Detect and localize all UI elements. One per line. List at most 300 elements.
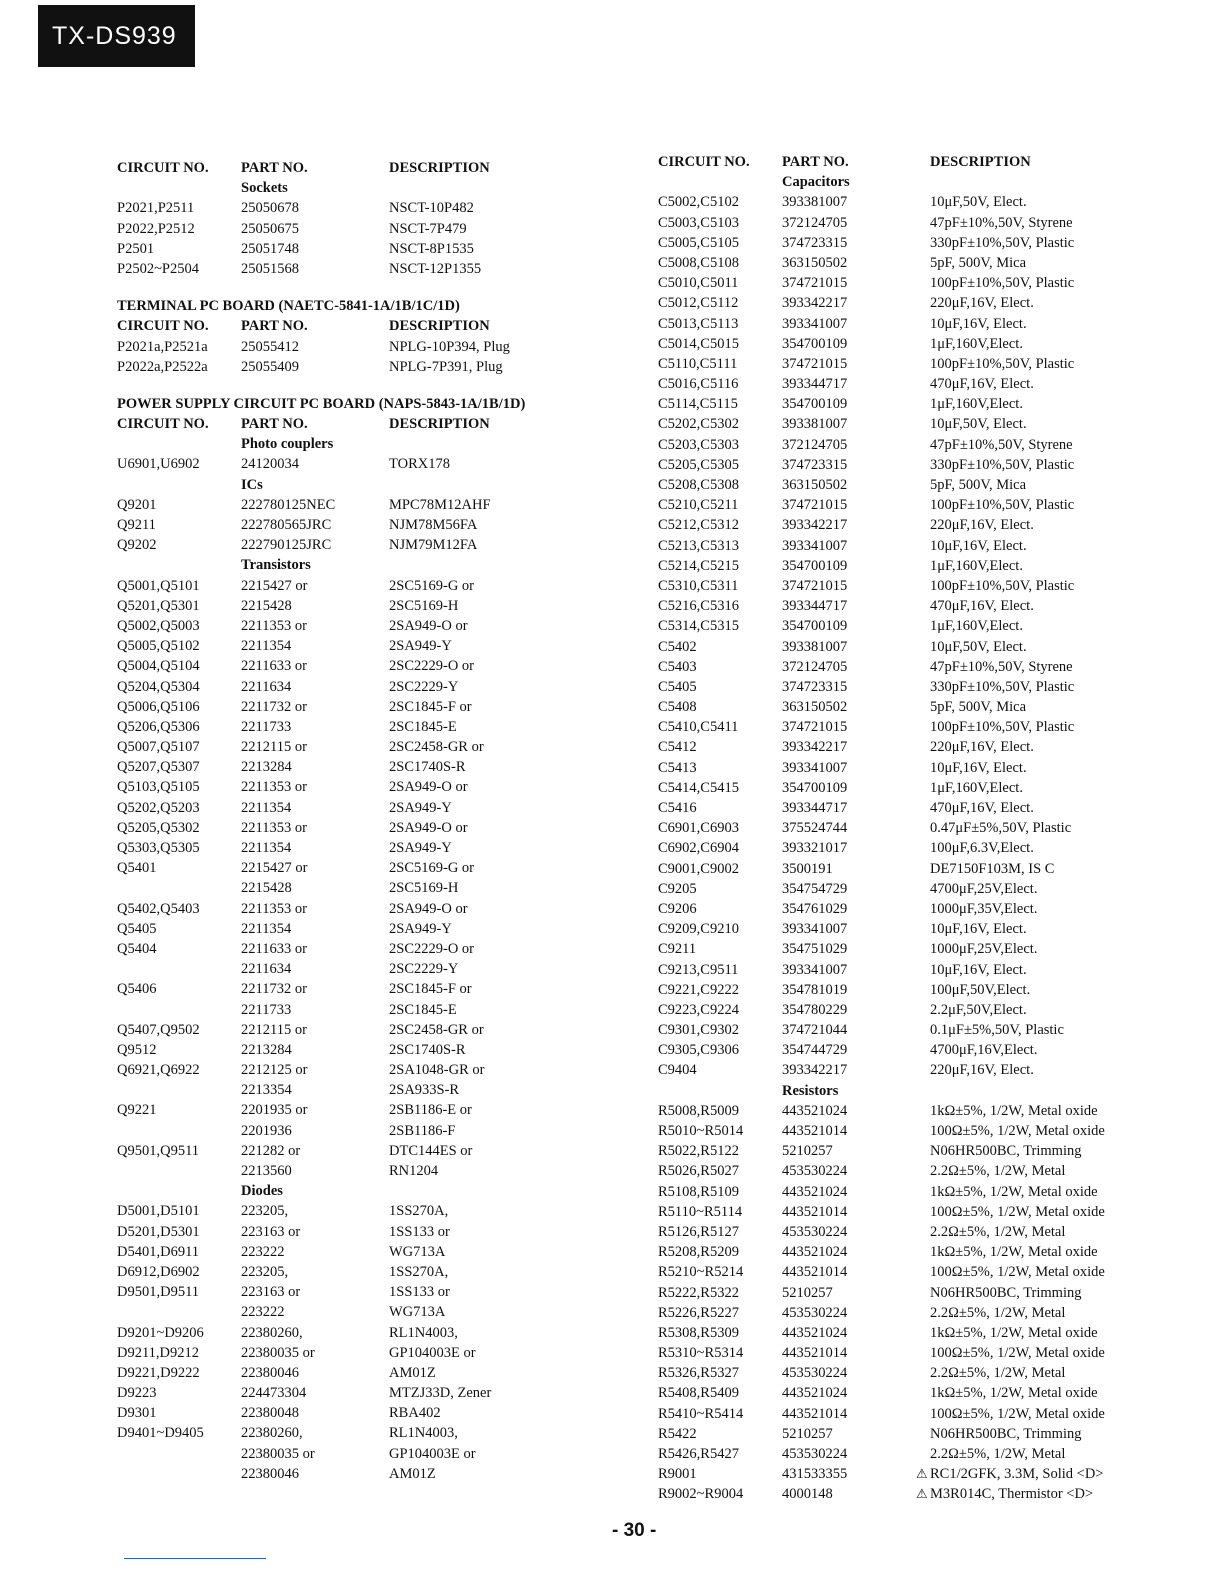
part-number: 453530224 — [782, 1223, 848, 1240]
part-description: 10μF,50V, Elect. — [930, 194, 1027, 211]
part-number: 223163 or — [241, 1284, 301, 1301]
circuit-number: Q5406 — [117, 981, 157, 998]
part-row — [658, 1040, 1198, 1060]
part-description: 100μF,50V,Elect. — [930, 981, 1031, 998]
part-number: 453530224 — [782, 1304, 848, 1321]
circuit-number: D9301 — [117, 1405, 157, 1422]
part-row — [117, 777, 617, 797]
part-row — [658, 536, 1198, 556]
part-number: 2212125 or — [241, 1062, 308, 1079]
part-row — [117, 1141, 617, 1161]
part-description: DTC144ES or — [389, 1142, 473, 1159]
header-circuit: CIRCUIT NO. — [658, 154, 750, 170]
part-number: 2211634 — [241, 961, 292, 978]
part-row — [658, 1444, 1198, 1464]
part-number: 443521014 — [782, 1405, 848, 1422]
part-row — [117, 1161, 617, 1181]
part-row — [117, 219, 617, 239]
part-description: 10μF,16V, Elect. — [930, 961, 1027, 978]
part-description: 1μF,160V,Elect. — [930, 557, 1023, 574]
category-label: Resistors — [782, 1082, 839, 1099]
circuit-number: C5205,C5305 — [658, 456, 739, 473]
circuit-number: C5203,C5303 — [658, 436, 739, 453]
header-part: PART NO. — [241, 160, 308, 176]
part-description: 330pF±10%,50V, Plastic — [930, 456, 1075, 473]
circuit-number: R5408,R5409 — [658, 1385, 739, 1402]
part-row — [117, 1444, 617, 1464]
part-row — [658, 1363, 1198, 1383]
part-description: 220μF,16V, Elect. — [930, 295, 1034, 312]
part-row — [117, 878, 617, 898]
part-number: 2211733 — [241, 1001, 292, 1018]
part-number: 374721015 — [782, 355, 848, 372]
part-description: 2SC1740S-R — [389, 1041, 466, 1058]
part-description: 2SC1845-F or — [389, 981, 472, 998]
part-description: 47pF±10%,50V, Styrene — [930, 214, 1073, 231]
part-description: 100Ω±5%, 1/2W, Metal oxide — [930, 1405, 1105, 1422]
part-number: 2212115 or — [241, 1021, 307, 1038]
circuit-number: R5210~R5214 — [658, 1264, 744, 1281]
part-description: 100pF±10%,50V, Plastic — [930, 497, 1075, 514]
part-number: 443521024 — [782, 1183, 848, 1200]
circuit-number: Q5303,Q5305 — [117, 840, 200, 856]
circuit-number: Q5005,Q5102 — [117, 638, 200, 655]
part-number: 25051748 — [241, 240, 299, 257]
part-row — [658, 1222, 1198, 1242]
circuit-number: D5001,D5101 — [117, 1203, 200, 1220]
part-number: 393341007 — [782, 537, 848, 554]
part-number: 393381007 — [782, 416, 848, 433]
part-row — [658, 1484, 1198, 1504]
warning-icon: ⚠ — [916, 1466, 928, 1482]
part-description: 10μF,16V, Elect. — [930, 315, 1027, 332]
circuit-number: D6912,D6902 — [117, 1263, 200, 1280]
part-row — [117, 1262, 617, 1282]
part-number: 443521024 — [782, 1385, 848, 1402]
part-row — [117, 697, 617, 717]
circuit-number: Q5405 — [117, 920, 157, 937]
part-description: 1kΩ±5%, 1/2W, Metal oxide — [930, 1324, 1098, 1341]
part-description: 1kΩ±5%, 1/2W, Metal oxide — [930, 1183, 1098, 1200]
part-row — [658, 233, 1198, 253]
header-part: PART NO. — [241, 416, 308, 433]
part-description: 2SC2229-Y — [389, 961, 459, 978]
circuit-number: R9002~R9004 — [658, 1486, 744, 1503]
category-row — [117, 475, 617, 495]
part-description: 220μF,16V, Elect. — [930, 517, 1034, 534]
part-number: 2215427 or — [241, 860, 308, 877]
part-description: 100Ω±5%, 1/2W, Metal oxide — [930, 1264, 1105, 1281]
circuit-number: Q5204,Q5304 — [117, 678, 200, 695]
divider — [124, 1558, 266, 1559]
part-number: 354700109 — [782, 335, 848, 352]
part-description: 470μF,16V, Elect. — [930, 376, 1034, 393]
part-row — [658, 1182, 1198, 1202]
circuit-number: Q5006,Q5106 — [117, 698, 200, 715]
part-row — [117, 515, 617, 535]
part-description: 2SA949-O or — [389, 819, 468, 836]
part-row — [117, 899, 617, 919]
circuit-number: P2021a,P2521a — [117, 338, 208, 355]
part-description: 1μF,160V,Elect. — [930, 779, 1023, 796]
part-number: 24120034 — [241, 456, 299, 473]
part-description: 10μF,16V, Elect. — [930, 537, 1027, 554]
part-description: 47pF±10%,50V, Styrene — [930, 436, 1073, 453]
part-row — [117, 677, 617, 697]
circuit-number: Q9221 — [117, 1102, 157, 1119]
circuit-number: C5213,C5313 — [658, 537, 739, 554]
circuit-number: P2021,P2511 — [117, 200, 195, 217]
part-description: 2SC1845-E — [389, 1001, 457, 1018]
part-number: 443521014 — [782, 1123, 848, 1139]
part-number: 374723315 — [782, 234, 848, 251]
part-description: 5pF, 500V, Mica — [930, 254, 1027, 271]
part-description: 2SC2229-O or — [389, 940, 474, 957]
page-number: - 30 - — [612, 1520, 657, 1541]
part-number: 223205, — [241, 1263, 289, 1280]
part-number: 5210257 — [782, 1425, 833, 1442]
part-row — [658, 1303, 1198, 1323]
part-number: 222780125NEC — [241, 496, 336, 513]
part-row — [117, 239, 617, 259]
part-row — [658, 737, 1198, 757]
part-number: 374723315 — [782, 456, 848, 473]
circuit-number: C5416 — [658, 800, 697, 816]
part-number: 393341007 — [782, 961, 848, 978]
section-spacer — [117, 279, 617, 296]
circuit-number: Q5202,Q5203 — [117, 799, 200, 816]
part-row — [658, 314, 1198, 334]
part-description: 2SA949-Y — [389, 638, 452, 655]
part-description: GP104003E or — [389, 1445, 476, 1462]
circuit-number: D5401,D6911 — [117, 1243, 200, 1260]
category-row — [117, 1181, 617, 1201]
header-circuit: CIRCUIT NO. — [117, 416, 209, 433]
column-header — [658, 152, 1198, 172]
circuit-number: D9201~D9206 — [117, 1324, 204, 1341]
part-description: 100pF±10%,50V, Plastic — [930, 577, 1075, 594]
part-row — [117, 1323, 617, 1343]
header-circuit: CIRCUIT NO. — [117, 160, 209, 176]
part-number: 2211353 or — [241, 779, 307, 796]
part-row — [658, 515, 1198, 535]
circuit-number: Q9211 — [117, 517, 156, 533]
part-row — [658, 758, 1198, 778]
part-description: 2SC1740S-R — [389, 759, 466, 776]
part-number: 25055409 — [241, 358, 299, 375]
part-description: 100pF±10%,50V, Plastic — [930, 719, 1075, 736]
circuit-number: C6901,C6903 — [658, 820, 739, 837]
part-description: 2.2Ω±5%, 1/2W, Metal — [930, 1446, 1066, 1462]
header-description: DESCRIPTION — [389, 416, 490, 433]
part-number: 2215428 — [241, 880, 292, 897]
part-row — [658, 1404, 1198, 1424]
part-description: 100Ω±5%, 1/2W, Metal oxide — [930, 1345, 1105, 1362]
part-row — [658, 1262, 1198, 1282]
category-label: Photo couplers — [241, 436, 334, 453]
part-row — [117, 259, 617, 279]
part-description: 2SA949-O or — [389, 779, 468, 796]
part-row — [117, 1222, 617, 1242]
part-description: 1SS133 or — [389, 1223, 450, 1240]
part-row — [658, 334, 1198, 354]
circuit-number: C5012,C5112 — [658, 295, 739, 312]
part-number: 2211353 or — [241, 900, 307, 917]
part-number: 363150502 — [782, 477, 848, 493]
part-row — [117, 1242, 617, 1262]
part-row — [658, 1242, 1198, 1262]
part-number: 443521024 — [782, 1324, 848, 1341]
category-label: Capacitors — [782, 174, 850, 191]
part-description: 100pF±10%,50V, Plastic — [930, 275, 1075, 292]
part-number: 22380260, — [241, 1425, 303, 1442]
part-row — [658, 213, 1198, 233]
part-row — [658, 556, 1198, 576]
part-description: 1kΩ±5%, 1/2W, Metal oxide — [930, 1244, 1098, 1261]
part-row — [658, 778, 1198, 798]
part-row — [658, 1060, 1198, 1080]
part-row — [117, 737, 617, 757]
part-row — [658, 919, 1198, 939]
part-number: 372124705 — [782, 214, 848, 231]
part-description: N06HR500BC, Trimming — [930, 1143, 1082, 1160]
part-row — [117, 1403, 617, 1423]
part-number: 453530224 — [782, 1446, 848, 1462]
part-number: 223205, — [241, 1203, 289, 1220]
category-row — [658, 172, 1198, 192]
part-description: 100pF±10%,50V, Plastic — [930, 355, 1075, 372]
category-label: Transistors — [241, 557, 311, 574]
part-number: 443521024 — [782, 1102, 848, 1119]
circuit-number: C5214,C5215 — [658, 557, 739, 574]
part-description: 2SA949-Y — [389, 840, 452, 856]
part-description: 1kΩ±5%, 1/2W, Metal oxide — [930, 1102, 1098, 1119]
circuit-number: C5412 — [658, 739, 697, 756]
part-number: 354700109 — [782, 396, 848, 413]
part-row — [117, 656, 617, 676]
part-number: 393342217 — [782, 517, 848, 534]
part-description: 330pF±10%,50V, Plastic — [930, 234, 1075, 251]
part-number: 2213354 — [241, 1082, 292, 1099]
circuit-number: D5201,D5301 — [117, 1223, 200, 1240]
part-description: NJM78M56FA — [389, 517, 478, 533]
part-number: 354761029 — [782, 900, 848, 917]
part-description: 330pF±10%,50V, Plastic — [930, 678, 1075, 695]
part-description: 10μF,16V, Elect. — [930, 921, 1027, 938]
circuit-number: R5208,R5209 — [658, 1244, 739, 1261]
circuit-number: C5208,C5308 — [658, 477, 739, 493]
part-row — [117, 858, 617, 878]
part-description: 2SC2458-GR or — [389, 1021, 484, 1038]
part-number: 354780229 — [782, 1001, 848, 1018]
part-row — [117, 838, 617, 858]
part-number: 2211354 — [241, 920, 292, 937]
part-row — [658, 697, 1198, 717]
left-parts-column — [117, 158, 617, 1484]
part-description: 2SA949-O or — [389, 900, 468, 917]
part-description: NSCT-8P1535 — [389, 240, 474, 257]
part-number: 443521014 — [782, 1203, 848, 1220]
header-part: PART NO. — [241, 318, 308, 335]
part-description: 1000μF,35V,Elect. — [930, 900, 1038, 917]
circuit-number: D9221,D9222 — [117, 1364, 200, 1381]
part-row — [117, 454, 617, 474]
circuit-number: Q5002,Q5003 — [117, 617, 200, 634]
part-number: 22380260, — [241, 1324, 303, 1341]
circuit-number: C5314,C5315 — [658, 618, 739, 635]
part-description: 4700μF,16V,Elect. — [930, 1042, 1038, 1059]
category-label: Sockets — [241, 180, 288, 197]
circuit-number: C5010,C5011 — [658, 275, 739, 292]
part-row — [117, 1423, 617, 1443]
circuit-number: Q5004,Q5104 — [117, 658, 200, 675]
column-header — [117, 158, 617, 178]
part-row — [658, 1383, 1198, 1403]
part-row — [117, 1363, 617, 1383]
part-description: 0.47μF±5%,50V, Plastic — [930, 820, 1072, 837]
part-number: 2211354 — [241, 799, 292, 816]
part-number: 2211353 or — [241, 617, 307, 634]
part-description: 2.2Ω±5%, 1/2W, Metal — [930, 1223, 1066, 1240]
part-number: 374721015 — [782, 275, 848, 292]
circuit-number: C5003,C5103 — [658, 214, 739, 231]
part-row — [117, 495, 617, 515]
part-description: 2SA949-O or — [389, 617, 468, 634]
part-number: 393321017 — [782, 840, 848, 857]
circuit-number: C9205 — [658, 880, 697, 897]
part-description: 100Ω±5%, 1/2W, Metal oxide — [930, 1203, 1105, 1220]
part-row — [658, 1424, 1198, 1444]
part-row — [117, 959, 617, 979]
part-description: 2SC1845-E — [389, 718, 457, 735]
part-row — [658, 455, 1198, 475]
category-row — [117, 555, 617, 575]
part-row — [117, 1383, 617, 1403]
part-row — [658, 899, 1198, 919]
part-number: 374721015 — [782, 577, 848, 594]
part-row — [658, 1161, 1198, 1181]
category-label: Diodes — [241, 1183, 283, 1200]
header-description: DESCRIPTION — [930, 154, 1031, 170]
part-description: DE7150F103M, IS C — [930, 860, 1055, 877]
part-description: GP104003E or — [389, 1344, 476, 1361]
part-row — [117, 616, 617, 636]
part-description: AM01Z — [389, 1364, 436, 1381]
part-number: 2201935 or — [241, 1102, 308, 1119]
part-number: 393342217 — [782, 739, 848, 756]
part-row — [658, 596, 1198, 616]
circuit-number: C9305,C9306 — [658, 1042, 739, 1059]
part-description: 1μF,160V,Elect. — [930, 335, 1023, 352]
circuit-number: R5326,R5327 — [658, 1365, 739, 1382]
part-description: 1μF,160V,Elect. — [930, 618, 1023, 635]
circuit-number: R5226,R5227 — [658, 1304, 739, 1321]
part-number: 2211634 — [241, 678, 292, 695]
part-number: 2211732 or — [241, 698, 307, 715]
part-number: 354781019 — [782, 981, 848, 998]
circuit-number: C5114,C5115 — [658, 396, 738, 413]
part-description: 0.1μF±5%,50V, Plastic — [930, 1022, 1064, 1039]
column-header — [117, 414, 617, 434]
part-row — [658, 253, 1198, 273]
part-row — [658, 1343, 1198, 1363]
circuit-number: Q5205,Q5302 — [117, 819, 200, 836]
part-row — [117, 337, 617, 357]
header-part: PART NO. — [782, 154, 849, 170]
part-number: 2211354 — [241, 638, 292, 655]
part-number: 22380035 or — [241, 1445, 315, 1462]
part-description: 5pF, 500V, Mica — [930, 477, 1027, 493]
section-title: POWER SUPPLY CIRCUIT PC BOARD (NAPS-5843-1A/1B/1D) — [117, 395, 526, 412]
part-description: 2.2μF,50V,Elect. — [930, 1001, 1027, 1018]
part-row — [117, 818, 617, 838]
part-description: WG713A — [389, 1304, 446, 1321]
part-number: 2213284 — [241, 759, 292, 776]
part-row — [658, 1020, 1198, 1040]
circuit-number: C5002,C5102 — [658, 194, 739, 211]
part-description: 2SC2229-O or — [389, 658, 474, 675]
part-description: RL1N4003, — [389, 1425, 458, 1442]
circuit-number: R5110~R5114 — [658, 1203, 743, 1220]
part-row — [658, 414, 1198, 434]
part-number: 2211733 — [241, 718, 292, 735]
part-description: 5pF, 500V, Mica — [930, 699, 1027, 716]
circuit-number: Q5207,Q5307 — [117, 759, 200, 776]
part-row — [658, 859, 1198, 879]
part-row — [117, 1302, 617, 1322]
part-description: 2SB1186-F — [389, 1122, 456, 1139]
part-number: 443521014 — [782, 1264, 848, 1281]
circuit-number: C9301,C9302 — [658, 1022, 739, 1039]
part-number: 25051568 — [241, 260, 299, 277]
part-row — [117, 1020, 617, 1040]
header-description: DESCRIPTION — [389, 318, 490, 335]
part-row — [117, 1080, 617, 1100]
part-number: 3500191 — [782, 860, 833, 877]
part-row — [117, 596, 617, 616]
part-row — [658, 354, 1198, 374]
part-description: 470μF,16V, Elect. — [930, 598, 1034, 615]
part-number: 393341007 — [782, 759, 848, 776]
left-parts-list — [117, 178, 617, 1484]
part-row — [658, 677, 1198, 697]
part-description: NSCT-12P1355 — [389, 260, 482, 277]
part-row — [117, 535, 617, 555]
part-row — [658, 1141, 1198, 1161]
part-description: 2SA949-Y — [389, 920, 452, 937]
part-description: 2SB1186-E or — [389, 1102, 472, 1119]
part-row — [117, 1040, 617, 1060]
part-row — [117, 1060, 617, 1080]
part-row — [658, 1323, 1198, 1343]
circuit-number: Q5404 — [117, 940, 157, 957]
part-number: 374721015 — [782, 719, 848, 736]
circuit-number: R5426,R5427 — [658, 1446, 739, 1462]
part-row — [658, 980, 1198, 1000]
part-number: 4000148 — [782, 1486, 833, 1503]
part-description: NSCT-7P479 — [389, 220, 467, 237]
part-number: 431533355 — [782, 1466, 848, 1483]
part-row — [658, 1121, 1198, 1141]
part-description: RBA402 — [389, 1405, 441, 1422]
part-number: 363150502 — [782, 254, 848, 271]
circuit-number: Q9501,Q9511 — [117, 1142, 200, 1159]
circuit-number: P2502~P2504 — [117, 260, 199, 277]
part-description: 2SA1048-GR or — [389, 1062, 485, 1079]
circuit-number: C5202,C5302 — [658, 416, 739, 433]
part-description: 1SS133 or — [389, 1284, 450, 1301]
part-row — [658, 435, 1198, 455]
